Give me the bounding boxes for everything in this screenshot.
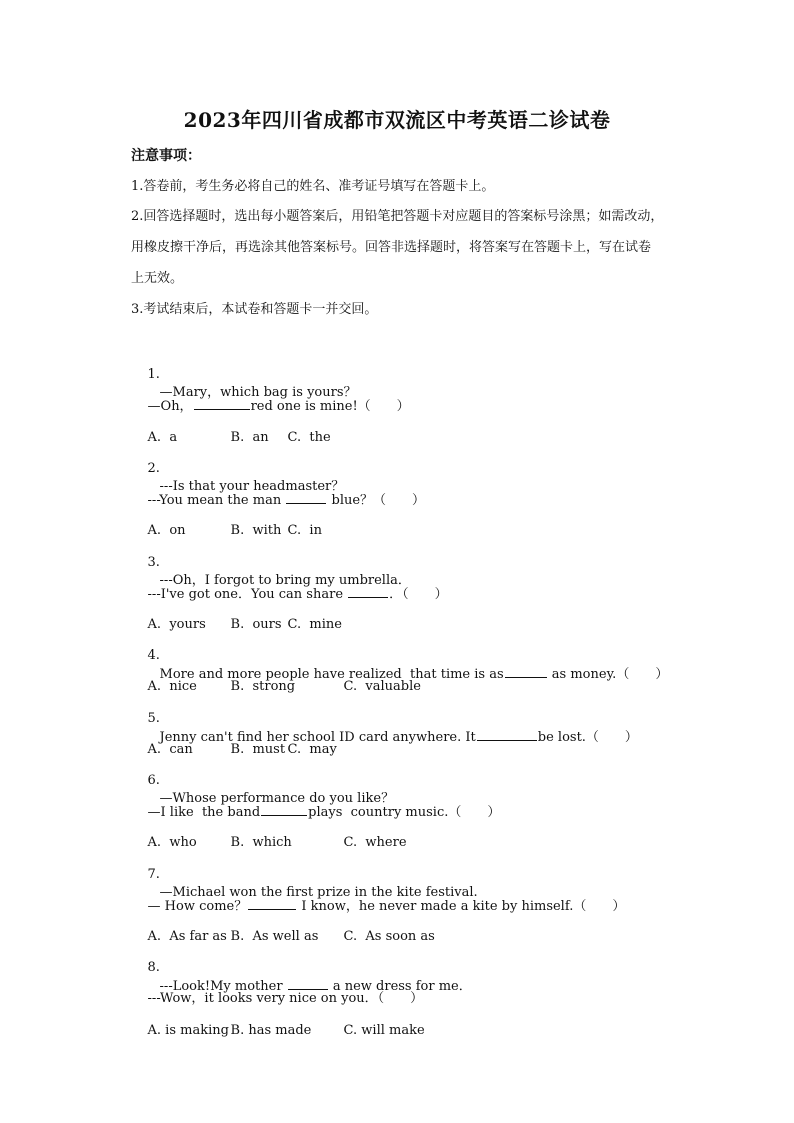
question-text: ．（ ） bbox=[389, 587, 448, 602]
option-b: B. with bbox=[230, 523, 282, 538]
question-number: 4. bbox=[147, 648, 160, 663]
option-a: A. yours bbox=[147, 617, 206, 632]
question-number: 2. bbox=[147, 461, 160, 476]
option-b: B. has made bbox=[230, 1023, 312, 1038]
question-text: ---Look!My mother bbox=[159, 979, 287, 994]
notice-item: 2.回答选择题时，选出每小题答案后，用铅笔把答题卡对应题目的答案标号涂黑；如需改动， bbox=[131, 209, 664, 224]
question-number: 6. bbox=[147, 773, 160, 788]
question-number: 5. bbox=[147, 711, 160, 726]
question-text: blue？（ ） bbox=[327, 493, 426, 508]
notice-item: 上无效。 bbox=[131, 271, 184, 286]
question-text: ---Is that your headmaster？ bbox=[159, 479, 345, 494]
answer-blank bbox=[348, 585, 388, 598]
option-c: C. the bbox=[287, 430, 331, 445]
option-c: C. mine bbox=[287, 617, 342, 632]
answer-blank bbox=[194, 397, 250, 410]
question-text: —Mary，which bag is yours？ bbox=[159, 385, 357, 400]
option-a: A. As far as bbox=[147, 929, 227, 944]
notice-item: 3.考试结束后，本试卷和答题卡一并交回。 bbox=[131, 302, 378, 317]
question-number: 1. bbox=[147, 367, 160, 382]
option-c: C. As soon as bbox=[343, 929, 435, 944]
option-a: A. can bbox=[147, 742, 193, 757]
notice-item: 用橡皮擦干净后，再选涂其他答案标号。回答非选择题时，将答案写在答题卡上，写在试卷 bbox=[131, 240, 652, 255]
question-text: —Whose performance do you like？ bbox=[159, 791, 395, 806]
answer-blank bbox=[477, 728, 537, 741]
option-b: B. an bbox=[230, 430, 269, 445]
option-b: B. must bbox=[230, 742, 286, 757]
question-text: as money.（ ） bbox=[547, 667, 669, 682]
option-c: C. in bbox=[287, 523, 322, 538]
option-b: B. strong bbox=[230, 679, 296, 694]
question-text: —I like the band bbox=[147, 805, 261, 820]
option-a: A. who bbox=[147, 835, 197, 850]
option-c: C. will make bbox=[343, 1023, 425, 1038]
answer-blank bbox=[248, 897, 296, 910]
question-text: —Michael won the first prize in the kite festival. bbox=[159, 885, 478, 900]
question-text: — How come？ bbox=[147, 899, 248, 914]
answer-blank bbox=[505, 665, 547, 678]
option-c: C. where bbox=[343, 835, 407, 850]
question-8-options bbox=[131, 1004, 425, 1058]
option-b: B. ours bbox=[230, 617, 282, 632]
option-a: A. on bbox=[147, 523, 186, 538]
option-b: B. As well as bbox=[230, 929, 319, 944]
question-text: —Oh， bbox=[147, 399, 193, 414]
question-text: be lost.（ ） bbox=[537, 730, 638, 745]
question-number: 7. bbox=[147, 867, 160, 882]
option-a: A. is making bbox=[147, 1023, 229, 1038]
option-c: C. may bbox=[287, 742, 337, 757]
question-text: ---Wow，it looks very nice on you．（ ） bbox=[147, 991, 424, 1006]
question-text: ---Oh，I forgot to bring my umbrella． bbox=[159, 573, 411, 588]
answer-blank bbox=[261, 803, 307, 816]
answer-blank bbox=[286, 491, 326, 504]
question-text: Jenny can't find her school ID card anywhere. It bbox=[159, 730, 476, 745]
notice-heading: 注意事项： bbox=[131, 148, 201, 164]
question-number: 8. bbox=[147, 960, 160, 975]
option-a: A. a bbox=[147, 430, 178, 445]
exam-title: 2023年四川省成都市双流区中考英语二诊试卷 bbox=[183, 108, 611, 132]
question-text: ---You mean the man bbox=[147, 493, 286, 508]
question-number: 3. bbox=[147, 555, 160, 570]
question-text: a new dress for me． bbox=[328, 979, 472, 994]
question-text: I know，he never made a kite by himself.（ ） bbox=[297, 899, 626, 914]
question-text: More and more people have realized that time is as bbox=[159, 667, 504, 682]
option-a: A. nice bbox=[147, 679, 197, 694]
option-c: C. valuable bbox=[343, 679, 421, 694]
question-text: red one is mine!（ ） bbox=[250, 399, 410, 414]
notice-item: 1.答卷前，考生务必将自己的姓名、准考证号填写在答题卡上。 bbox=[131, 179, 495, 194]
option-b: B. which bbox=[230, 835, 292, 850]
question-text: ---I've got one．You can share bbox=[147, 587, 348, 602]
question-text: plays country music.（ ） bbox=[308, 805, 501, 820]
